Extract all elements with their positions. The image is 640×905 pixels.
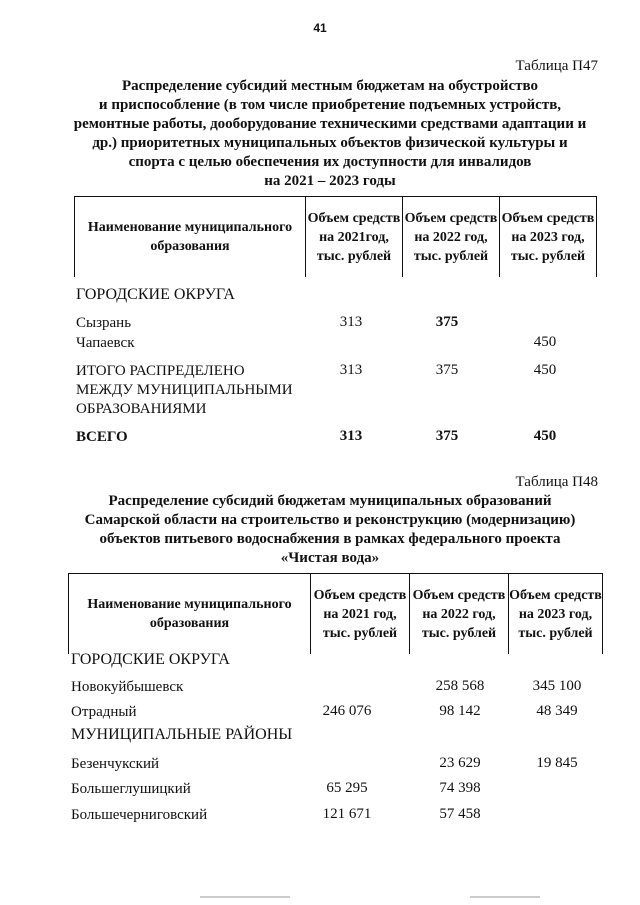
title-line: на 2021 – 2023 годы — [264, 173, 396, 189]
value-2023: 345 100 — [532, 678, 582, 694]
title-line: Распределение субсидий бюджетам муниципальных образований — [108, 493, 552, 509]
header-2022: Объем средств на 2022 год, тыс. рублей — [404, 210, 498, 264]
value-2022: 98 142 — [439, 703, 481, 719]
row-name: Сызрань — [76, 315, 132, 331]
row-name: ВСЕГО — [76, 429, 128, 445]
value-2022: 375 — [435, 428, 459, 444]
table-label-p48: Таблица П48 — [515, 474, 598, 490]
title-line: ремонтные работы, дооборудование техническими средствами адаптации и — [73, 116, 587, 132]
table-header-p47 — [74, 196, 597, 277]
row-name: Безенчукский — [71, 756, 160, 772]
value-2022: 375 — [435, 362, 459, 378]
value-2021: 121 671 — [322, 806, 372, 822]
title-line: Распределение субсидий местным бюджетам на обустройство — [122, 78, 538, 94]
value-2023: 19 845 — [536, 755, 578, 771]
value-2022: 74 398 — [439, 780, 481, 796]
header-2023: Объем средств на 2023 год, тыс. рублей — [501, 210, 595, 264]
value-2021: 65 295 — [326, 780, 368, 796]
header-name: Наименование муниципального образования — [87, 597, 292, 631]
title-line: и приспособление (в том числе приобретение подъемных устройств, — [98, 97, 562, 113]
header-2021: Объем средств на 2021год, тыс. рублей — [307, 210, 401, 264]
row-name: Отрадный — [71, 704, 137, 720]
row-name: Чапаевск — [76, 335, 135, 351]
value-2021: 246 076 — [322, 703, 372, 719]
table-title-p47 — [60, 77, 600, 191]
title-line: «Чистая вода» — [280, 550, 380, 566]
table-header-p48 — [68, 573, 603, 654]
table-label-p47: Таблица П47 — [515, 58, 598, 74]
title-line: объектов питьевого водоснабжения в рамках федерального проекта — [99, 531, 561, 547]
row-name: Новокуйбышевск — [71, 679, 184, 695]
value-2023: 450 — [533, 362, 557, 378]
header-2023: Объем средств на 2023 год, тыс. рублей — [509, 587, 602, 641]
title-line: др.) приоритетных муниципальных объектов физической культуры и — [92, 135, 568, 151]
scan-artifact — [200, 896, 290, 898]
row-name: Большеглушицкий — [71, 781, 191, 797]
row-name: Большечерниговский — [71, 807, 208, 823]
value-2022: 375 — [435, 314, 459, 330]
value-2022: 57 458 — [439, 806, 481, 822]
table-title-p48 — [60, 492, 600, 568]
header-name: Наименование муниципального образования — [87, 220, 293, 254]
page-number: 41 — [313, 21, 327, 35]
header-2021: Объем средств на 2021 год, тыс. рублей — [313, 587, 407, 641]
value-2022: 258 568 — [435, 678, 485, 694]
value-2021: 313 — [339, 428, 363, 444]
scan-artifact — [470, 896, 540, 898]
title-line: спорта с целью обеспечения их доступности для инвалидов — [128, 154, 532, 170]
value-2021: 313 — [339, 362, 363, 378]
row-name: ИТОГО РАСПРЕДЕЛЕНО МЕЖДУ МУНИЦИПАЛЬНЫМИ ОБРАЗОВАНИЯМИ — [76, 363, 293, 417]
value-2023: 450 — [533, 334, 557, 350]
value-2021: 313 — [339, 314, 363, 330]
title-line: Самарской области на строительство и реконструкцию (модернизацию) — [84, 512, 576, 528]
value-2022: 23 629 — [439, 755, 481, 771]
value-2023: 450 — [533, 428, 557, 444]
value-2023: 48 349 — [536, 703, 578, 719]
header-2022: Объем средств на 2022 год, тыс. рублей — [412, 587, 506, 641]
